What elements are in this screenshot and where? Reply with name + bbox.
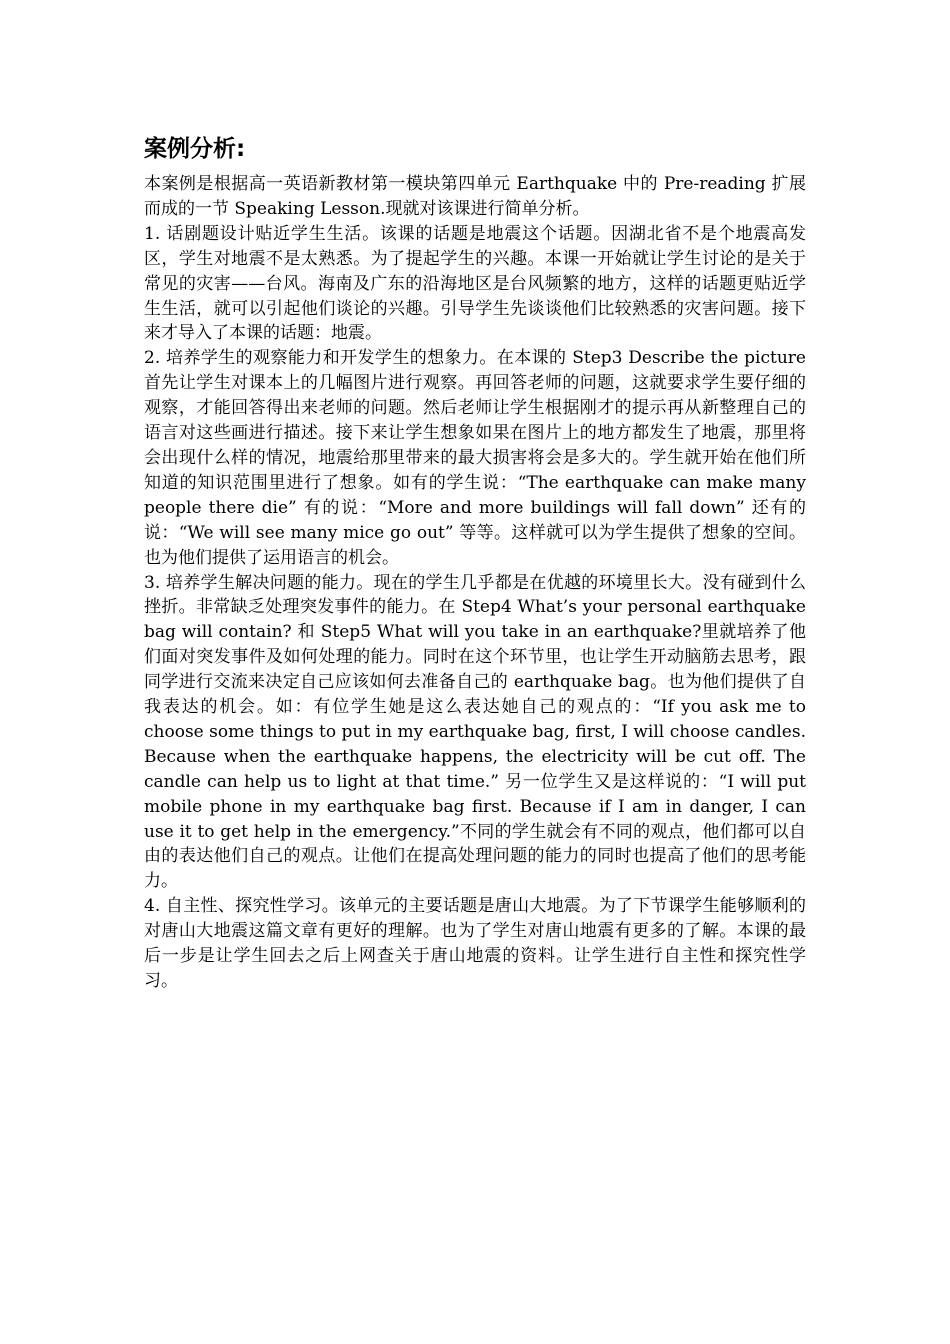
section-heading: 案例分析:: [144, 136, 246, 162]
point-2-paragraph: 2. 培养学生的观察能力和开发学生的想象力。在本课的 Step3 Describe the picture 首先让学生对课本上的几幅图片进行观察。再回答老师的问题，这就要求学生要仔细的观察，才能回答得出来老师的问题。然后老师让学生根据刚才的提示再从新整理自己的语言对这些画进行描述。接下来让学生想象如果在图片上的地方都发生了地震，那里将会出现什么样的情况，地震给那里带来的最大损害将会是多大的。学生就开始在他们所知道的知识范围里进行了想象。如有的学生说：“The earthquake can make many people there die” 有的说：“More and more buildings will fall down” 还有的说：“We will see many mice go out” 等等。这样就可以为学生提供了想象的空间。也为他们提供了运用语言的机会。: [144, 348, 806, 568]
point-3-paragraph: 3. 培养学生解决问题的能力。现在的学生几乎都是在优越的环境里长大。没有碰到什么挫折。非常缺乏处理突发事件的能力。在 Step4 What’s your personal earthquake bag will contain? 和 Step5 What will you take in an earthquake?里就培养了他们面对突发事件及如何处理的能力。同时在这个环节里，也让学生开动脑筋去思考，跟同学进行交流来决定自己应该如何去准备自己的 earthquake bag。也为他们提供了自我表达的机会。如：有位学生她是这么表达她自己的观点的：“If you ask me to choose some things to put in my earthquake bag, first, I will choose candles. Because when the earthquake happens, the electricity will be cut off. The candle can help us to light at that time.” 另一位学生又是这样说的：“I will put mobile phone in my earthquake bag first. Because if I am in danger, I can use it to get help in the emergency.”不同的学生就会有不同的观点，他们都可以自由的表达他们自己的观点。让他们在提高处理问题的能力的同时也提高了他们的思考能力。: [144, 572, 806, 892]
intro-paragraph: 本案例是根据高一英语新教材第一模块第四单元 Earthquake 中的 Pre-reading 扩展而成的一节 Speaking Lesson.现就对该课进行简单分析。: [144, 174, 806, 219]
document-page: [144, 132, 806, 994]
point-1-paragraph: 1. 话剧题设计贴近学生生活。该课的话题是地震这个话题。因湖北省不是个地震高发区，学生对地震不是太熟悉。为了提起学生的兴趣。本课一开始就让学生讨论的是关于常见的灾害——台风。海南及广东的沿海地区是台风频繁的地方，这样的话题更贴近学生生活，就可以引起他们谈论的兴趣。引导学生先谈谈他们比较熟悉的灾害问题。接下来才导入了本课的话题：地震。: [144, 223, 806, 344]
point-4-paragraph: 4. 自主性、探究性学习。该单元的主要话题是唐山大地震。为了下节课学生能够顺利的对唐山大地震这篇文章有更好的理解。也为了学生对唐山地震有更多的了解。本课的最后一步是让学生回去之后上网查关于唐山地震的资料。让学生进行自主性和探究性学习。: [144, 896, 806, 991]
